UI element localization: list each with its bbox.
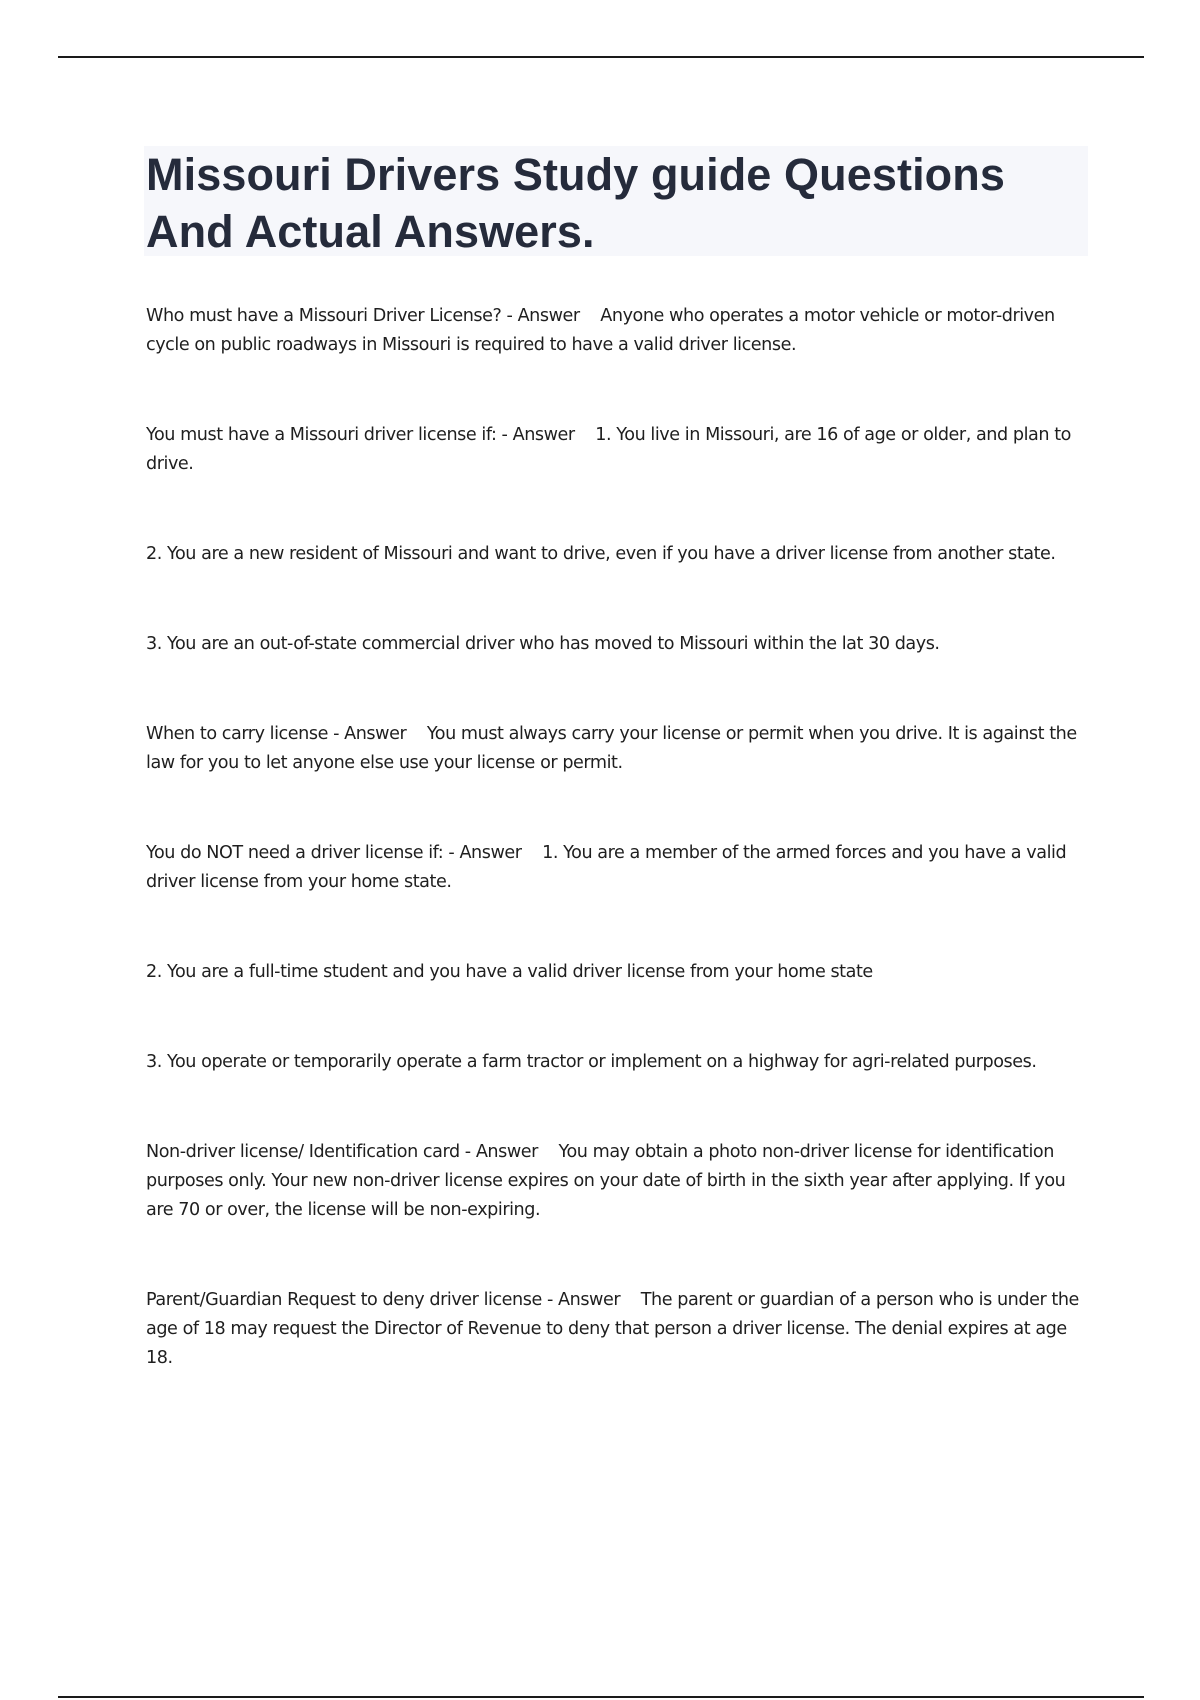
entry-1 bbox=[146, 302, 1094, 360]
entry-9 bbox=[146, 1138, 1094, 1225]
entry-6 bbox=[146, 839, 1094, 897]
entry-2 bbox=[146, 421, 1094, 479]
document-body bbox=[146, 302, 1094, 1373]
entry-3 bbox=[146, 540, 1094, 569]
answer-text: You may obtain a photo non-driver license for identification purposes only. Your new non-driver license expires on your date of birth in the sixth year after applying. If you are 70 or over, the license will be non-expiring. bbox=[146, 1142, 1066, 1220]
answer-text: Anyone who operates a motor vehicle or motor-driven cycle on public roadways in Missouri is required to have a valid driver license. bbox=[146, 306, 1055, 355]
entry-8 bbox=[146, 1048, 1094, 1077]
top-rule bbox=[58, 56, 1144, 58]
entry-5 bbox=[146, 720, 1094, 778]
entry-7 bbox=[146, 958, 1094, 987]
question-text: You do NOT need a driver license if: - Answer bbox=[146, 843, 522, 863]
answer-text: 3. You are an out-of-state commercial driver who has moved to Missouri within the lat 30 days. bbox=[146, 634, 940, 654]
answer-text: 2. You are a full-time student and you have a valid driver license from your home state bbox=[146, 962, 873, 982]
answer-text: 1. You live in Missouri, are 16 of age or older, and plan to drive. bbox=[146, 425, 1071, 474]
answer-text: 1. You are a member of the armed forces and you have a valid driver license from your home state. bbox=[146, 843, 1067, 892]
entry-4 bbox=[146, 630, 1094, 659]
question-text: Non-driver license/ Identification card - Answer bbox=[146, 1142, 538, 1162]
answer-text: You must always carry your license or permit when you drive. It is against the law for you to let anyone else use your license or permit. bbox=[146, 724, 1077, 773]
document-title: Missouri Drivers Study guide Questions And Actual Answers. bbox=[146, 149, 1005, 257]
bottom-rule bbox=[58, 1696, 1144, 1698]
question-text: When to carry license - Answer bbox=[146, 724, 407, 744]
answer-text: The parent or guardian of a person who is under the age of 18 may request the Director of Revenue to deny that person a driver license. The denial expires at age 18. bbox=[146, 1290, 1079, 1368]
question-text: You must have a Missouri driver license if: - Answer bbox=[146, 425, 575, 445]
question-text: Parent/Guardian Request to deny driver license - Answer bbox=[146, 1290, 621, 1310]
answer-text: 3. You operate or temporarily operate a farm tractor or implement on a highway for agri-related purposes. bbox=[146, 1052, 1037, 1072]
question-text: Who must have a Missouri Driver License? - Answer bbox=[146, 306, 580, 326]
entry-10 bbox=[146, 1286, 1094, 1373]
answer-text: 2. You are a new resident of Missouri and want to drive, even if you have a driver license from another state. bbox=[146, 544, 1056, 564]
